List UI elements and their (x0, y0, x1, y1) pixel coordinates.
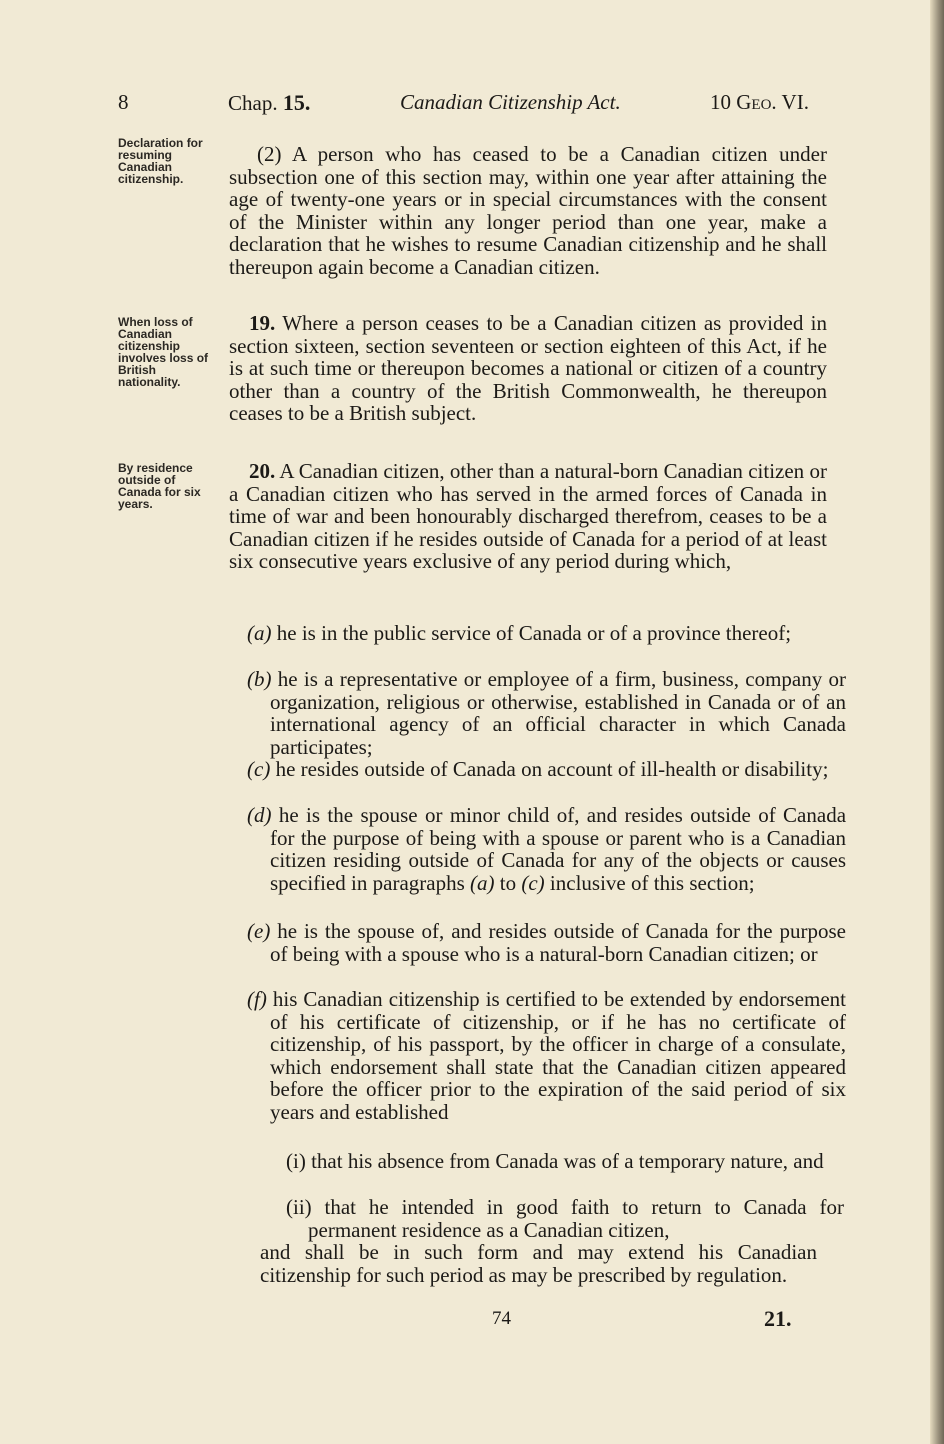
regnal-year-word: Geo. (736, 90, 777, 114)
folio-number: 74 (492, 1308, 511, 1329)
subparagraph-i-text: that his absence from Canada was of a temporary nature, and (311, 1149, 824, 1173)
paragraph-f (247, 988, 846, 1124)
paragraph-d-ref-c: (c) (521, 870, 545, 895)
section-20-text: A Canadian citizen, other than a natural-born Canadian citizen or a Canadian citizen who has served in the armed forces of Canada in time of war and been honourably discharged therefrom, ceases to be a Canadian citizen if he resides outside of Canada for a period of at least six consecutive years exclusive of any period during which, (229, 459, 827, 574)
paragraph-b-text: he is a representative or employee of a firm, business, company or organization, religious or otherwise, established in Canada or of an international agency of an official character in which Canada participates; (270, 667, 846, 759)
paragraph-c-text: he resides outside of Canada on account of ill-health or disability; (275, 757, 829, 781)
paragraph-d-text-1: he is the spouse or minor child of, and resides outside of Canada for the purpose of being with a spouse or parent who is a Canadian citizen residing outside of Canada for any of the objects or causes specified in paragraphs (270, 803, 847, 895)
regnal-year-number: 10 (710, 90, 731, 114)
running-header (118, 90, 838, 120)
subparagraph-ii-text: that he intended in good faith to return to Canada for permanent residence as a Canadian citizen, (308, 1195, 844, 1242)
paragraph-c (247, 758, 846, 781)
margin-note-declaration: Declaration for resuming Canadian citizenship. (118, 136, 203, 186)
chapter-number: 15. (282, 90, 311, 115)
page-number: 8 (118, 90, 129, 114)
catchword: 21. (764, 1306, 792, 1331)
section-20-number: 20. (249, 459, 276, 483)
subparagraph-i (286, 1150, 844, 1173)
paragraph-a-text: he is in the public service of Canada or of a province thereof; (276, 621, 792, 645)
paragraph-e-label: (e) (247, 919, 271, 943)
section-19-text: Where a person ceases to be a Canadian citizen as provided in section sixteen, section seventeen or section eighteen of this Act, if he is at such time or thereupon becomes a national or citizen of a country other than a country of the British Commonwealth, he thereupon ceases to be a British subject. (229, 311, 827, 426)
section-19 (229, 312, 827, 425)
paragraph-e-text: he is the spouse of, and resides outside of Canada for the purpose of being with a spouse who is a natural-born Canadian citizen; or (270, 919, 847, 966)
margin-note-residence: By residence outside of Canada for six years. (118, 461, 201, 511)
paragraph-f-text: his Canadian citizenship is certified to be extended by endorsement of his certificate of citizenship, or if he has no certificate of citizenship, of his passport, by the officer in charge of a consulate, which endorsement shall state that the Canadian citizen appeared before the officer prior to the expiration of the said period of six years and established (270, 987, 847, 1124)
regnal-year (710, 90, 809, 115)
paragraph-d (247, 804, 846, 894)
section-20 (229, 460, 827, 573)
subsection-18-2: (2) A person who has ceased to be a Canadian citizen under subsection one of this section may, within one year after attaining the age of twenty-one years or in special circumstances with the consent of the Minister within any longer period than one year, make a declaration that he wishes to resume Canadian citizenship and he shall thereupon again become a Canadian citizen. (229, 142, 827, 279)
paragraph-d-to: to (499, 870, 517, 895)
paragraph-b-label: (b) (247, 667, 272, 691)
paragraph-a (247, 622, 846, 645)
section-20-closing: and shall be in such form and may extend his Canadian citizenship for such period as may be prescribed by regulation. (260, 1240, 817, 1287)
paragraph-d-text-2: inclusive of this section; (549, 870, 755, 895)
subparagraph-ii (286, 1196, 844, 1241)
paragraph-f-label: (f) (247, 987, 267, 1011)
paragraph-d-label: (d) (247, 803, 272, 827)
act-title: Canadian Citizenship Act. (400, 90, 621, 114)
page-edge-shadow (930, 0, 944, 1444)
subparagraph-i-label: (i) (286, 1149, 306, 1173)
paragraph-e (247, 920, 846, 965)
margin-note-loss-of-nationality: When loss of Canadian citizenship involves loss of British nationality. (118, 315, 209, 389)
paragraph-d-ref-a: (a) (470, 870, 495, 895)
subparagraph-ii-label: (ii) (286, 1195, 312, 1219)
paragraph-a-label: (a) (247, 621, 272, 645)
paragraph-c-label: (c) (247, 757, 271, 781)
chapter-label: Chap. (228, 91, 278, 115)
chapter-reference (228, 90, 310, 116)
paragraph-b (247, 668, 846, 758)
section-19-number: 19. (249, 311, 276, 335)
regnal-year-roman: VI. (781, 90, 809, 114)
